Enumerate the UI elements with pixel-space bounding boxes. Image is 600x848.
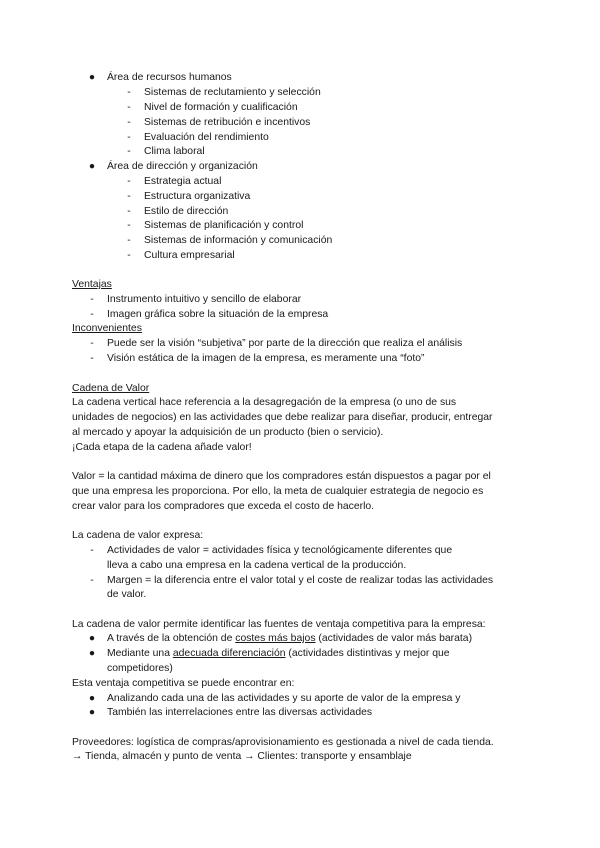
encontrar-item: También las interrelaciones entre las diversas actividades [107,707,373,718]
dash-icon: - [127,87,131,98]
expresa-item-continued: lleva a cabo una empresa en la cadena vertical de la producción. [107,560,407,571]
encontrar-item: Analizando cada una de las actividades y su aporte de valor de la empresa y [107,693,461,704]
dash-icon: - [127,206,131,217]
inconvenientes-heading: Inconvenientes [72,323,142,334]
permite-heading: La cadena de valor permite identificar las fuentes de ventaja competitiva para la empresa: [72,619,486,630]
dash-icon: - [127,132,131,143]
direccion-item: Sistemas de información y comunicación [144,235,333,246]
ventajas-item: Imagen gráfica sobre la situación de la empresa [107,309,329,320]
ventajas-heading: Ventajas [72,279,112,290]
direccion-item: Estilo de dirección [144,206,229,217]
ventajas-item: Instrumento intuitivo y sencillo de elaborar [107,294,302,305]
valor-definition-line: Valor = la cantidad máxima de dinero que los compradores están dispuestos a pagar por el [72,471,491,482]
dash-icon: - [90,545,94,556]
bullet-icon: ● [88,693,96,704]
cadena-heading: Cadena de Valor [72,383,150,394]
expresa-item-continued: de valor. [107,589,147,600]
rrhh-item: Sistemas de retribución e incentivos [144,117,311,128]
rrhh-item: Sistemas de reclutamiento y selección [144,87,321,98]
direccion-item: Sistemas de planificación y control [144,220,304,231]
bullet-icon: ● [88,161,96,172]
valor-definition-line: que una empresa les proporciona. Por ello, la meta de cualquier estrategia de negocio es [72,486,484,497]
proveedores-line: → Tienda, almacén y punto de venta → Clientes: transporte y ensamblaje [72,751,412,762]
dash-icon: - [90,338,94,349]
inconvenientes-item: Puede ser la visión “subjetiva” por parte de la dirección que realiza el análisis [107,338,463,349]
dash-icon: - [90,309,94,320]
dash-icon: - [127,102,131,113]
rrhh-title: Área de recursos humanos [107,72,232,83]
dash-icon: - [90,575,94,586]
dash-icon: - [127,235,131,246]
dash-icon: - [127,176,131,187]
proveedores-line: Proveedores: logística de compras/aprovisionamiento es gestionada a nivel de cada tienda. [72,737,494,748]
expresa-item: Margen = la diferencia entre el valor total y el coste de realizar todas las actividades [107,575,494,586]
costes-mas-bajos-term: costes más bajos [235,633,316,644]
dash-icon: - [127,250,131,261]
dash-icon: - [127,146,131,157]
direccion-item: Cultura empresarial [144,250,235,261]
adecuada-diferenciacion-term: adecuada diferenciación [172,648,286,659]
expresa-heading: La cadena de valor expresa: [72,530,204,541]
rrhh-item: Nivel de formación y cualificación [144,102,298,113]
dash-icon: - [127,191,131,202]
permite-item: Mediante una adecuada diferenciación (actividades distintivas y mejor que [107,648,450,659]
cadena-intro-line: al mercado y apoyar la adquisición de un producto (bien o servicio). [72,427,384,438]
cadena-intro-line: unidades de negocios) en las actividades que debe realizar para diseñar, producir, entregar [72,412,493,423]
cadena-intro-line: ¡Cada etapa de la cadena añade valor! [72,442,252,453]
bullet-icon: ● [88,72,96,83]
permite-item: A través de la obtención de costes más bajos (actividades de valor más barata) [107,633,473,644]
rrhh-item: Evaluación del rendimiento [144,132,269,143]
direccion-item: Estrategia actual [144,176,222,187]
dash-icon: - [127,117,131,128]
encontrar-heading: Esta ventaja competitiva se puede encontrar en: [72,678,295,689]
bullet-icon: ● [88,648,96,659]
permite-item-continued: competidores) [107,663,173,674]
dash-icon: - [90,294,94,305]
bullet-icon: ● [88,707,96,718]
bullet-icon: ● [88,633,96,644]
rrhh-item: Clima laboral [144,146,205,157]
dash-icon: - [90,353,94,364]
valor-definition-line: crear valor para los compradores que exceda el costo de hacerlo. [72,501,375,512]
direccion-title: Área de dirección y organización [107,161,258,172]
dash-icon: - [127,220,131,231]
cadena-intro-line: La cadena vertical hace referencia a la desagregación de la empresa (o uno de sus [72,397,457,408]
inconvenientes-item: Visión estática de la imagen de la empresa, es meramente una “foto” [107,353,425,364]
expresa-item: Actividades de valor = actividades física y tecnológicamente diferentes que [107,545,453,556]
direccion-item: Estructura organizativa [144,191,251,202]
